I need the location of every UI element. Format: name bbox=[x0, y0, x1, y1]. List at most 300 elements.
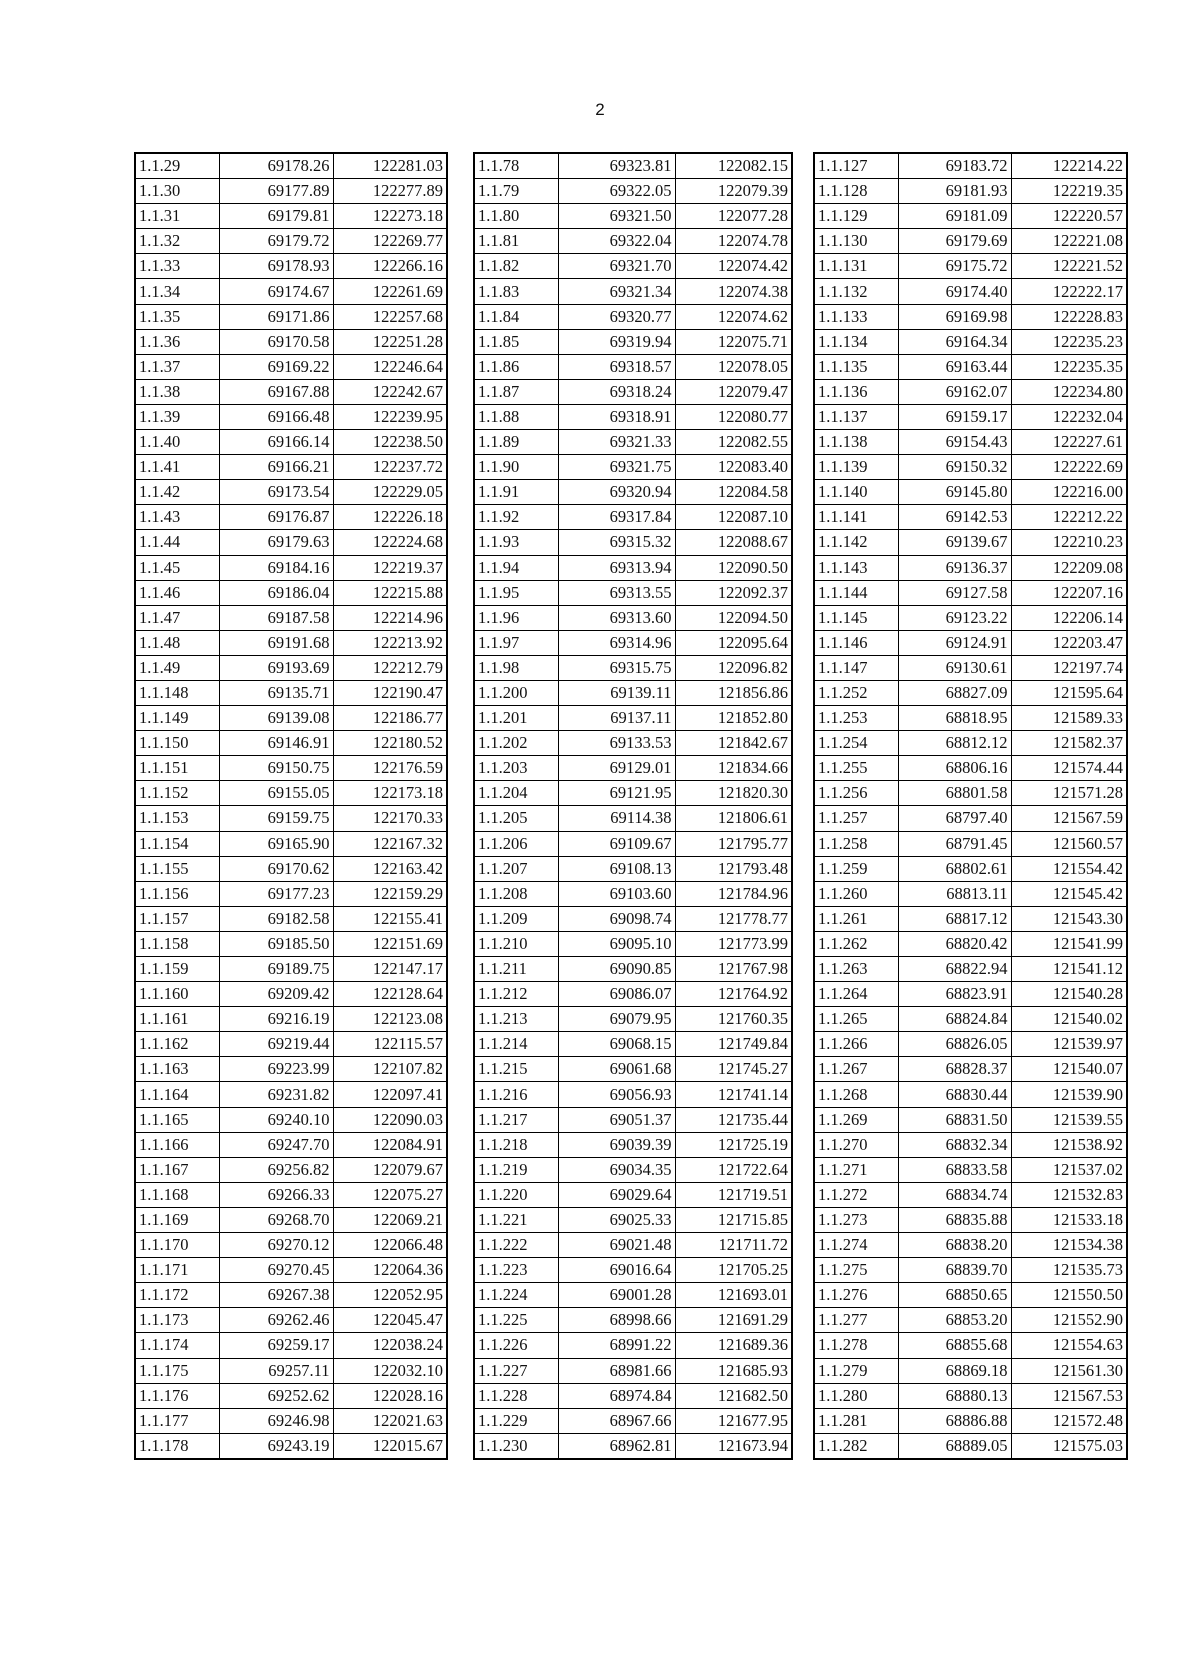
point-id-cell: 1.1.96 bbox=[474, 605, 558, 630]
table-row bbox=[474, 605, 792, 630]
point-id-cell: 1.1.177 bbox=[135, 1408, 219, 1433]
table-row bbox=[474, 806, 792, 831]
x-coordinate-cell: 69321.33 bbox=[558, 430, 675, 455]
x-coordinate-cell: 69317.84 bbox=[558, 505, 675, 530]
y-coordinate-cell: 122197.74 bbox=[1011, 655, 1127, 680]
y-coordinate-cell: 121793.48 bbox=[675, 856, 792, 881]
y-coordinate-cell: 122219.37 bbox=[333, 555, 447, 580]
x-coordinate-cell: 68806.16 bbox=[898, 756, 1011, 781]
y-coordinate-cell: 122221.52 bbox=[1011, 254, 1127, 279]
table-row bbox=[474, 957, 792, 982]
point-id-cell: 1.1.40 bbox=[135, 430, 219, 455]
x-coordinate-cell: 69130.61 bbox=[898, 655, 1011, 680]
y-coordinate-cell: 121722.64 bbox=[675, 1157, 792, 1182]
point-id-cell: 1.1.208 bbox=[474, 881, 558, 906]
point-id-cell: 1.1.33 bbox=[135, 254, 219, 279]
x-coordinate-cell: 69123.22 bbox=[898, 605, 1011, 630]
x-coordinate-cell: 68823.91 bbox=[898, 982, 1011, 1007]
y-coordinate-cell: 122186.77 bbox=[333, 706, 447, 731]
point-id-cell: 1.1.224 bbox=[474, 1283, 558, 1308]
x-coordinate-cell: 69164.34 bbox=[898, 329, 1011, 354]
x-coordinate-cell: 68869.18 bbox=[898, 1358, 1011, 1383]
point-id-cell: 1.1.163 bbox=[135, 1057, 219, 1082]
table-row bbox=[474, 505, 792, 530]
x-coordinate-cell: 68855.68 bbox=[898, 1333, 1011, 1358]
x-coordinate-cell: 69139.08 bbox=[219, 706, 333, 731]
table-row bbox=[135, 982, 447, 1007]
point-id-cell: 1.1.281 bbox=[814, 1408, 898, 1433]
y-coordinate-cell: 122235.35 bbox=[1011, 354, 1127, 379]
x-coordinate-cell: 69313.60 bbox=[558, 605, 675, 630]
table-row bbox=[814, 1333, 1127, 1358]
table-row bbox=[474, 404, 792, 429]
table-row bbox=[135, 1207, 447, 1232]
x-coordinate-cell: 69323.81 bbox=[558, 153, 675, 179]
y-coordinate-cell: 122087.10 bbox=[675, 505, 792, 530]
page-number: 2 bbox=[595, 100, 605, 119]
y-coordinate-cell: 122180.52 bbox=[333, 731, 447, 756]
x-coordinate-cell: 68833.58 bbox=[898, 1157, 1011, 1182]
y-coordinate-cell: 122078.05 bbox=[675, 354, 792, 379]
point-id-cell: 1.1.29 bbox=[135, 153, 219, 179]
x-coordinate-cell: 69142.53 bbox=[898, 505, 1011, 530]
table-row bbox=[474, 1032, 792, 1057]
table-row bbox=[135, 756, 447, 781]
x-coordinate-cell: 69167.88 bbox=[219, 379, 333, 404]
y-coordinate-cell: 121784.96 bbox=[675, 881, 792, 906]
point-id-cell: 1.1.86 bbox=[474, 354, 558, 379]
point-id-cell: 1.1.213 bbox=[474, 1007, 558, 1032]
point-id-cell: 1.1.205 bbox=[474, 806, 558, 831]
x-coordinate-cell: 69181.93 bbox=[898, 179, 1011, 204]
table-row bbox=[814, 304, 1127, 329]
x-coordinate-cell: 68822.94 bbox=[898, 957, 1011, 982]
table-row bbox=[135, 680, 447, 705]
x-coordinate-cell: 69259.17 bbox=[219, 1333, 333, 1358]
point-id-cell: 1.1.127 bbox=[814, 153, 898, 179]
point-id-cell: 1.1.254 bbox=[814, 731, 898, 756]
point-id-cell: 1.1.32 bbox=[135, 229, 219, 254]
y-coordinate-cell: 121693.01 bbox=[675, 1283, 792, 1308]
table-row bbox=[814, 931, 1127, 956]
x-coordinate-cell: 69163.44 bbox=[898, 354, 1011, 379]
y-coordinate-cell: 121575.03 bbox=[1011, 1433, 1127, 1459]
x-coordinate-cell: 69231.82 bbox=[219, 1082, 333, 1107]
y-coordinate-cell: 122234.80 bbox=[1011, 379, 1127, 404]
point-id-cell: 1.1.255 bbox=[814, 756, 898, 781]
x-coordinate-cell: 69166.14 bbox=[219, 430, 333, 455]
x-coordinate-cell: 69320.77 bbox=[558, 304, 675, 329]
point-id-cell: 1.1.166 bbox=[135, 1132, 219, 1157]
x-coordinate-cell: 68981.66 bbox=[558, 1358, 675, 1383]
table-row bbox=[474, 1408, 792, 1433]
y-coordinate-cell: 122173.18 bbox=[333, 781, 447, 806]
y-coordinate-cell: 121677.95 bbox=[675, 1408, 792, 1433]
point-id-cell: 1.1.218 bbox=[474, 1132, 558, 1157]
y-coordinate-cell: 121705.25 bbox=[675, 1258, 792, 1283]
table-row bbox=[474, 153, 792, 179]
point-id-cell: 1.1.137 bbox=[814, 404, 898, 429]
y-coordinate-cell: 122155.41 bbox=[333, 906, 447, 931]
y-coordinate-cell: 121535.73 bbox=[1011, 1258, 1127, 1283]
x-coordinate-cell: 69165.90 bbox=[219, 831, 333, 856]
y-coordinate-cell: 122021.63 bbox=[333, 1408, 447, 1433]
x-coordinate-cell: 69319.94 bbox=[558, 329, 675, 354]
y-coordinate-cell: 122176.59 bbox=[333, 756, 447, 781]
table-row bbox=[814, 404, 1127, 429]
x-coordinate-cell: 69121.95 bbox=[558, 781, 675, 806]
x-coordinate-cell: 68801.58 bbox=[898, 781, 1011, 806]
y-coordinate-cell: 122203.47 bbox=[1011, 630, 1127, 655]
y-coordinate-cell: 121691.29 bbox=[675, 1308, 792, 1333]
table-row bbox=[135, 153, 447, 179]
y-coordinate-cell: 121560.57 bbox=[1011, 831, 1127, 856]
y-coordinate-cell: 121534.38 bbox=[1011, 1233, 1127, 1258]
table-row bbox=[814, 731, 1127, 756]
x-coordinate-cell: 69171.86 bbox=[219, 304, 333, 329]
point-id-cell: 1.1.272 bbox=[814, 1182, 898, 1207]
table-row bbox=[814, 655, 1127, 680]
table-row bbox=[814, 530, 1127, 555]
table-row bbox=[814, 430, 1127, 455]
point-id-cell: 1.1.41 bbox=[135, 455, 219, 480]
table-row bbox=[474, 1383, 792, 1408]
table-row bbox=[474, 179, 792, 204]
y-coordinate-cell: 122269.77 bbox=[333, 229, 447, 254]
y-coordinate-cell: 122032.10 bbox=[333, 1358, 447, 1383]
table-row bbox=[135, 229, 447, 254]
x-coordinate-cell: 69318.91 bbox=[558, 404, 675, 429]
y-coordinate-cell: 122115.57 bbox=[333, 1032, 447, 1057]
x-coordinate-cell: 69103.60 bbox=[558, 881, 675, 906]
table-row bbox=[135, 354, 447, 379]
point-id-cell: 1.1.80 bbox=[474, 204, 558, 229]
point-id-cell: 1.1.257 bbox=[814, 806, 898, 831]
point-id-cell: 1.1.203 bbox=[474, 756, 558, 781]
y-coordinate-cell: 122214.22 bbox=[1011, 153, 1127, 179]
y-coordinate-cell: 122075.71 bbox=[675, 329, 792, 354]
point-id-cell: 1.1.145 bbox=[814, 605, 898, 630]
x-coordinate-cell: 69175.72 bbox=[898, 254, 1011, 279]
y-coordinate-cell: 122074.38 bbox=[675, 279, 792, 304]
x-coordinate-cell: 68889.05 bbox=[898, 1433, 1011, 1459]
point-id-cell: 1.1.160 bbox=[135, 982, 219, 1007]
point-id-cell: 1.1.252 bbox=[814, 680, 898, 705]
point-id-cell: 1.1.132 bbox=[814, 279, 898, 304]
y-coordinate-cell: 122229.05 bbox=[333, 480, 447, 505]
y-coordinate-cell: 122090.03 bbox=[333, 1107, 447, 1132]
coordinates-table-left bbox=[134, 152, 448, 1460]
x-coordinate-cell: 69034.35 bbox=[558, 1157, 675, 1182]
y-coordinate-cell: 122257.68 bbox=[333, 304, 447, 329]
table-row bbox=[135, 1032, 447, 1057]
table-row bbox=[474, 1283, 792, 1308]
table-row bbox=[474, 680, 792, 705]
x-coordinate-cell: 69021.48 bbox=[558, 1233, 675, 1258]
point-id-cell: 1.1.273 bbox=[814, 1207, 898, 1232]
point-id-cell: 1.1.275 bbox=[814, 1258, 898, 1283]
table-row bbox=[474, 756, 792, 781]
y-coordinate-cell: 122074.78 bbox=[675, 229, 792, 254]
y-coordinate-cell: 121715.85 bbox=[675, 1207, 792, 1232]
point-id-cell: 1.1.82 bbox=[474, 254, 558, 279]
x-coordinate-cell: 68998.66 bbox=[558, 1308, 675, 1333]
y-coordinate-cell: 122074.62 bbox=[675, 304, 792, 329]
table-row bbox=[814, 179, 1127, 204]
y-coordinate-cell: 121685.93 bbox=[675, 1358, 792, 1383]
point-id-cell: 1.1.88 bbox=[474, 404, 558, 429]
table-row bbox=[135, 1007, 447, 1032]
x-coordinate-cell: 69315.32 bbox=[558, 530, 675, 555]
point-id-cell: 1.1.151 bbox=[135, 756, 219, 781]
x-coordinate-cell: 69169.98 bbox=[898, 304, 1011, 329]
x-coordinate-cell: 69191.68 bbox=[219, 630, 333, 655]
table-row bbox=[474, 706, 792, 731]
x-coordinate-cell: 69209.42 bbox=[219, 982, 333, 1007]
point-id-cell: 1.1.85 bbox=[474, 329, 558, 354]
point-id-cell: 1.1.276 bbox=[814, 1283, 898, 1308]
point-id-cell: 1.1.173 bbox=[135, 1308, 219, 1333]
y-coordinate-cell: 122094.50 bbox=[675, 605, 792, 630]
table-row bbox=[135, 1107, 447, 1132]
point-id-cell: 1.1.204 bbox=[474, 781, 558, 806]
table-row bbox=[474, 831, 792, 856]
point-id-cell: 1.1.150 bbox=[135, 731, 219, 756]
point-id-cell: 1.1.271 bbox=[814, 1157, 898, 1182]
y-coordinate-cell: 122077.28 bbox=[675, 204, 792, 229]
y-coordinate-cell: 122170.33 bbox=[333, 806, 447, 831]
x-coordinate-cell: 69136.37 bbox=[898, 555, 1011, 580]
point-id-cell: 1.1.278 bbox=[814, 1333, 898, 1358]
y-coordinate-cell: 122281.03 bbox=[333, 153, 447, 179]
table-row bbox=[474, 1182, 792, 1207]
x-coordinate-cell: 69246.98 bbox=[219, 1408, 333, 1433]
y-coordinate-cell: 122074.42 bbox=[675, 254, 792, 279]
y-coordinate-cell: 122163.42 bbox=[333, 856, 447, 881]
x-coordinate-cell: 69184.16 bbox=[219, 555, 333, 580]
x-coordinate-cell: 69086.07 bbox=[558, 982, 675, 1007]
table-row bbox=[474, 1433, 792, 1459]
point-id-cell: 1.1.202 bbox=[474, 731, 558, 756]
y-coordinate-cell: 122069.21 bbox=[333, 1207, 447, 1232]
point-id-cell: 1.1.217 bbox=[474, 1107, 558, 1132]
y-coordinate-cell: 121760.35 bbox=[675, 1007, 792, 1032]
table-row bbox=[474, 354, 792, 379]
table-row bbox=[135, 781, 447, 806]
x-coordinate-cell: 68812.12 bbox=[898, 731, 1011, 756]
table-row bbox=[135, 1182, 447, 1207]
x-coordinate-cell: 69145.80 bbox=[898, 480, 1011, 505]
coordinates-table-middle bbox=[473, 152, 793, 1460]
y-coordinate-cell: 122212.22 bbox=[1011, 505, 1127, 530]
y-coordinate-cell: 121741.14 bbox=[675, 1082, 792, 1107]
y-coordinate-cell: 121767.98 bbox=[675, 957, 792, 982]
x-coordinate-cell: 69166.48 bbox=[219, 404, 333, 429]
x-coordinate-cell: 68827.09 bbox=[898, 680, 1011, 705]
table-row bbox=[814, 1057, 1127, 1082]
y-coordinate-cell: 121539.90 bbox=[1011, 1082, 1127, 1107]
table-row bbox=[474, 1082, 792, 1107]
table-row bbox=[814, 1007, 1127, 1032]
point-id-cell: 1.1.170 bbox=[135, 1233, 219, 1258]
y-coordinate-cell: 121673.94 bbox=[675, 1433, 792, 1459]
table-row bbox=[474, 1132, 792, 1157]
point-id-cell: 1.1.269 bbox=[814, 1107, 898, 1132]
table-row bbox=[474, 1057, 792, 1082]
point-id-cell: 1.1.83 bbox=[474, 279, 558, 304]
x-coordinate-cell: 68853.20 bbox=[898, 1308, 1011, 1333]
point-id-cell: 1.1.79 bbox=[474, 179, 558, 204]
point-id-cell: 1.1.267 bbox=[814, 1057, 898, 1082]
y-coordinate-cell: 121539.55 bbox=[1011, 1107, 1127, 1132]
table-row bbox=[474, 1207, 792, 1232]
table-row bbox=[814, 831, 1127, 856]
y-coordinate-cell: 121745.27 bbox=[675, 1057, 792, 1082]
y-coordinate-cell: 122238.50 bbox=[333, 430, 447, 455]
x-coordinate-cell: 69179.72 bbox=[219, 229, 333, 254]
table-row bbox=[814, 706, 1127, 731]
point-id-cell: 1.1.157 bbox=[135, 906, 219, 931]
point-id-cell: 1.1.148 bbox=[135, 680, 219, 705]
x-coordinate-cell: 69186.04 bbox=[219, 580, 333, 605]
table-row bbox=[814, 1258, 1127, 1283]
point-id-cell: 1.1.135 bbox=[814, 354, 898, 379]
y-coordinate-cell: 121574.44 bbox=[1011, 756, 1127, 781]
point-id-cell: 1.1.256 bbox=[814, 781, 898, 806]
point-id-cell: 1.1.260 bbox=[814, 881, 898, 906]
table-row bbox=[135, 1358, 447, 1383]
y-coordinate-cell: 122079.47 bbox=[675, 379, 792, 404]
y-coordinate-cell: 121541.12 bbox=[1011, 957, 1127, 982]
y-coordinate-cell: 121537.02 bbox=[1011, 1157, 1127, 1182]
y-coordinate-cell: 122239.95 bbox=[333, 404, 447, 429]
y-coordinate-cell: 122206.14 bbox=[1011, 605, 1127, 630]
table-row bbox=[135, 1308, 447, 1333]
point-id-cell: 1.1.209 bbox=[474, 906, 558, 931]
x-coordinate-cell: 69056.93 bbox=[558, 1082, 675, 1107]
y-coordinate-cell: 121842.67 bbox=[675, 731, 792, 756]
y-coordinate-cell: 121567.53 bbox=[1011, 1383, 1127, 1408]
table-row bbox=[135, 329, 447, 354]
table-row bbox=[135, 1433, 447, 1459]
x-coordinate-cell: 69187.58 bbox=[219, 605, 333, 630]
point-id-cell: 1.1.144 bbox=[814, 580, 898, 605]
y-coordinate-cell: 121735.44 bbox=[675, 1107, 792, 1132]
x-coordinate-cell: 69173.54 bbox=[219, 480, 333, 505]
point-id-cell: 1.1.277 bbox=[814, 1308, 898, 1333]
point-id-cell: 1.1.261 bbox=[814, 906, 898, 931]
x-coordinate-cell: 69320.94 bbox=[558, 480, 675, 505]
table-row bbox=[814, 756, 1127, 781]
point-id-cell: 1.1.161 bbox=[135, 1007, 219, 1032]
x-coordinate-cell: 69124.91 bbox=[898, 630, 1011, 655]
x-coordinate-cell: 69090.85 bbox=[558, 957, 675, 982]
coordinates-table-right bbox=[813, 152, 1128, 1460]
point-id-cell: 1.1.258 bbox=[814, 831, 898, 856]
x-coordinate-cell: 68824.84 bbox=[898, 1007, 1011, 1032]
table-row bbox=[474, 630, 792, 655]
table-row bbox=[814, 630, 1127, 655]
y-coordinate-cell: 122092.37 bbox=[675, 580, 792, 605]
point-id-cell: 1.1.95 bbox=[474, 580, 558, 605]
point-id-cell: 1.1.81 bbox=[474, 229, 558, 254]
x-coordinate-cell: 69029.64 bbox=[558, 1182, 675, 1207]
x-coordinate-cell: 68991.22 bbox=[558, 1333, 675, 1358]
table-row bbox=[135, 806, 447, 831]
table-row bbox=[135, 906, 447, 931]
point-id-cell: 1.1.147 bbox=[814, 655, 898, 680]
y-coordinate-cell: 122096.82 bbox=[675, 655, 792, 680]
y-coordinate-cell: 122084.58 bbox=[675, 480, 792, 505]
point-id-cell: 1.1.174 bbox=[135, 1333, 219, 1358]
y-coordinate-cell: 121532.83 bbox=[1011, 1182, 1127, 1207]
table-row bbox=[814, 1383, 1127, 1408]
x-coordinate-cell: 68820.42 bbox=[898, 931, 1011, 956]
table-row bbox=[814, 906, 1127, 931]
x-coordinate-cell: 69025.33 bbox=[558, 1207, 675, 1232]
table-row bbox=[814, 957, 1127, 982]
y-coordinate-cell: 121764.92 bbox=[675, 982, 792, 1007]
table-row bbox=[814, 455, 1127, 480]
x-coordinate-cell: 69179.63 bbox=[219, 530, 333, 555]
point-id-cell: 1.1.212 bbox=[474, 982, 558, 1007]
point-id-cell: 1.1.226 bbox=[474, 1333, 558, 1358]
point-id-cell: 1.1.141 bbox=[814, 505, 898, 530]
table-row bbox=[814, 1132, 1127, 1157]
table-row bbox=[135, 731, 447, 756]
y-coordinate-cell: 121778.77 bbox=[675, 906, 792, 931]
x-coordinate-cell: 69257.11 bbox=[219, 1358, 333, 1383]
point-id-cell: 1.1.138 bbox=[814, 430, 898, 455]
table-row bbox=[474, 655, 792, 680]
y-coordinate-cell: 122222.69 bbox=[1011, 455, 1127, 480]
point-id-cell: 1.1.131 bbox=[814, 254, 898, 279]
y-coordinate-cell: 122235.23 bbox=[1011, 329, 1127, 354]
y-coordinate-cell: 121572.48 bbox=[1011, 1408, 1127, 1433]
point-id-cell: 1.1.165 bbox=[135, 1107, 219, 1132]
x-coordinate-cell: 69068.15 bbox=[558, 1032, 675, 1057]
x-coordinate-cell: 69268.70 bbox=[219, 1207, 333, 1232]
point-id-cell: 1.1.93 bbox=[474, 530, 558, 555]
y-coordinate-cell: 121725.19 bbox=[675, 1132, 792, 1157]
point-id-cell: 1.1.259 bbox=[814, 856, 898, 881]
point-id-cell: 1.1.274 bbox=[814, 1233, 898, 1258]
table-row bbox=[135, 856, 447, 881]
point-id-cell: 1.1.178 bbox=[135, 1433, 219, 1459]
table-row bbox=[814, 1182, 1127, 1207]
table-row bbox=[474, 1258, 792, 1283]
y-coordinate-cell: 122242.67 bbox=[333, 379, 447, 404]
point-id-cell: 1.1.162 bbox=[135, 1032, 219, 1057]
table-row bbox=[474, 982, 792, 1007]
x-coordinate-cell: 68817.12 bbox=[898, 906, 1011, 931]
point-id-cell: 1.1.222 bbox=[474, 1233, 558, 1258]
y-coordinate-cell: 121539.97 bbox=[1011, 1032, 1127, 1057]
point-id-cell: 1.1.264 bbox=[814, 982, 898, 1007]
y-coordinate-cell: 121856.86 bbox=[675, 680, 792, 705]
x-coordinate-cell: 69133.53 bbox=[558, 731, 675, 756]
table-row bbox=[814, 580, 1127, 605]
x-coordinate-cell: 69179.81 bbox=[219, 204, 333, 229]
y-coordinate-cell: 121552.90 bbox=[1011, 1308, 1127, 1333]
point-id-cell: 1.1.171 bbox=[135, 1258, 219, 1283]
point-id-cell: 1.1.129 bbox=[814, 204, 898, 229]
y-coordinate-cell: 122082.15 bbox=[675, 153, 792, 179]
y-coordinate-cell: 122237.72 bbox=[333, 455, 447, 480]
y-coordinate-cell: 122083.40 bbox=[675, 455, 792, 480]
x-coordinate-cell: 69318.24 bbox=[558, 379, 675, 404]
table-row bbox=[135, 254, 447, 279]
